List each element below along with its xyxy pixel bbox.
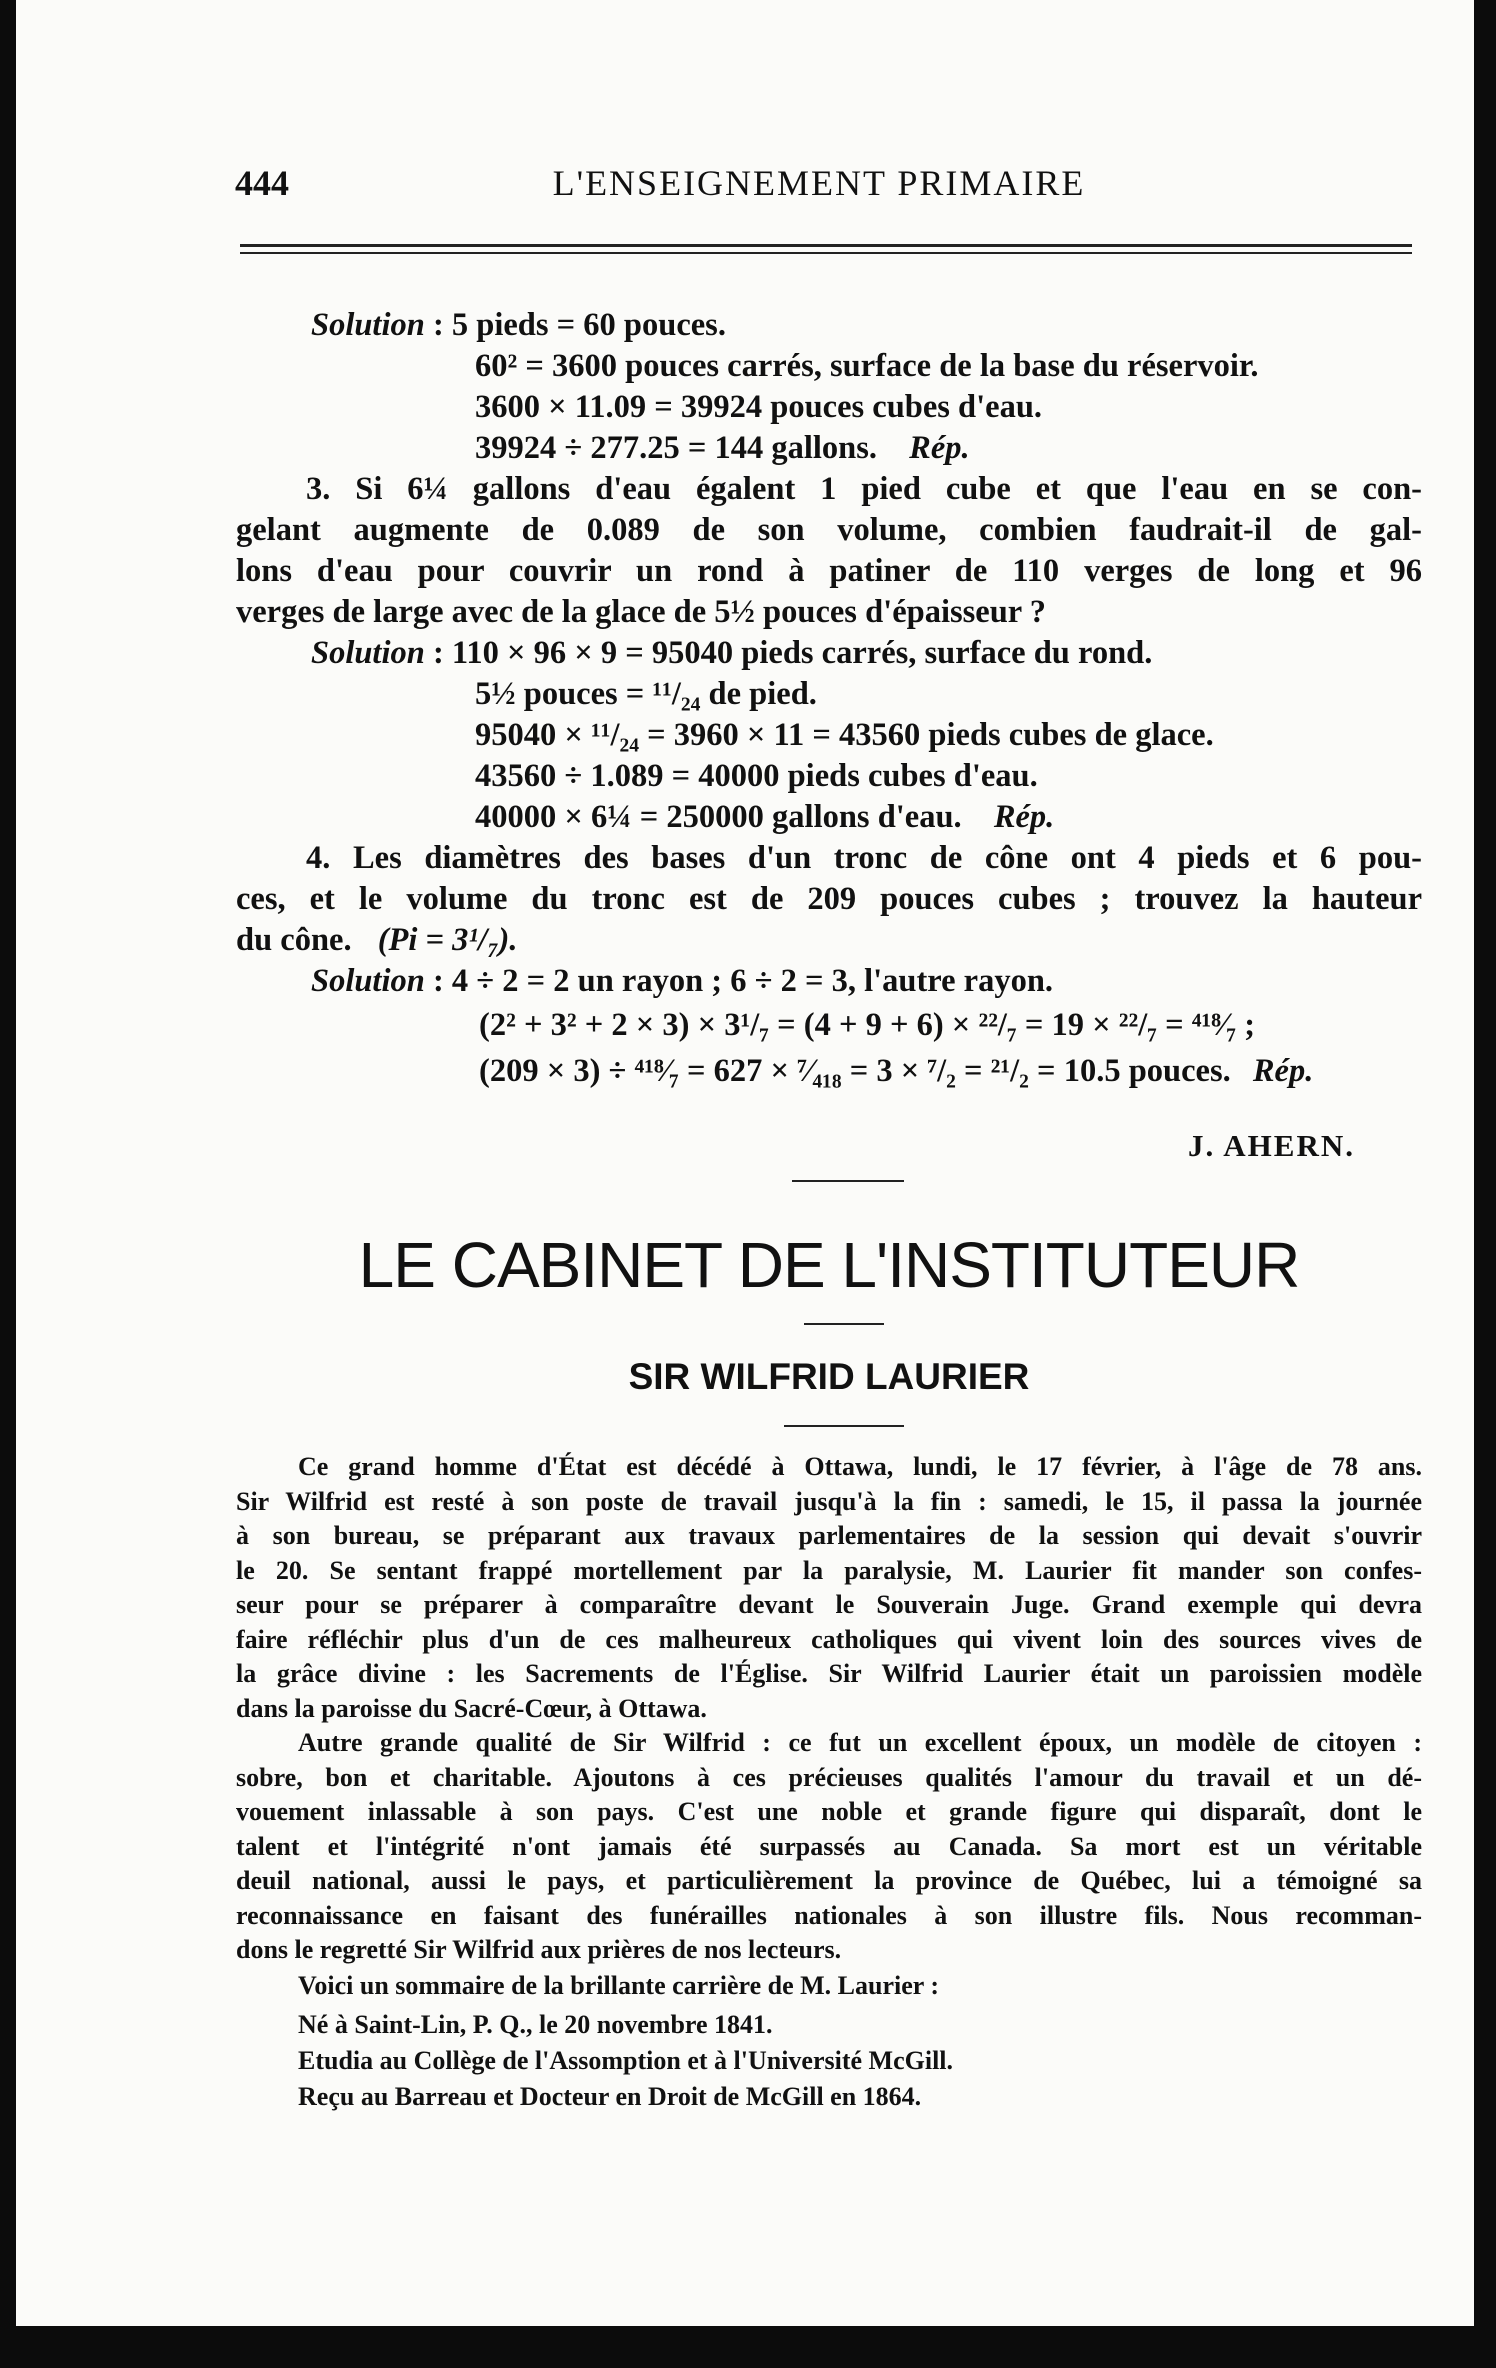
article-line: la grâce divine : les Sacrements de l'Église. Sir Wilfrid Laurier était un paroissien modèle <box>236 1659 1422 1688</box>
section-title: LE CABINET DE L'INSTITUTEUR <box>358 1229 1300 1301</box>
article-line: Ce grand homme d'État est décédé à Ottawa, lundi, le 17 février, à l'âge de 78 ans. <box>298 1452 1422 1481</box>
solution-label: Solution <box>311 307 425 343</box>
problem-text: ces, et le volume du tronc est de 209 pouces cubes ; trouvez la hauteur <box>236 881 1422 917</box>
solution-text: : 4 ÷ 2 = 2 un rayon ; 6 ÷ 2 = 3, l'autre rayon. <box>432 963 1054 999</box>
solution-text: 95040 × ¹¹/₂₄ = 3960 × 11 = 43560 pieds cubes de glace. <box>475 717 1214 753</box>
solution-label: Solution <box>311 963 425 999</box>
article-line: Autre grande qualité de Sir Wilfrid : ce fut un excellent époux, un modèle de citoyen : <box>298 1728 1422 1757</box>
article-line: dons le regretté Sir Wilfrid aux prières de nos lecteurs. <box>236 1935 842 1964</box>
article-line: talent et l'intégrité n'ont jamais été surpassés au Canada. Sa mort est un véritable <box>236 1831 1422 1861</box>
solution-text: 43560 ÷ 1.089 = 40000 pieds cubes d'eau. <box>475 758 1038 794</box>
article-line: à son bureau, se préparant aux travaux parlementaires de la session qui devait s'ouvrir <box>236 1521 1422 1550</box>
career-item: Etudia au Collège de l'Assomption et à l'Université McGill. <box>298 2046 954 2075</box>
problem-text: 3. Si 6¼ gallons d'eau égalent 1 pied cube et que l'eau en se con- <box>306 471 1422 507</box>
solution-text: 3600 × 11.09 = 39924 pouces cubes d'eau. <box>475 389 1043 425</box>
article-line: reconnaissance en faisant des funérailles nationales à son illustre fils. Nous recomman- <box>236 1900 1422 1930</box>
article-line: deuil national, aussi le pays, et particulièrement la province de Québec, lui a témoigné sa <box>236 1866 1422 1895</box>
article-line: seur pour se préparer à comparaître devant le Souverain Juge. Grand exemple qui devra <box>236 1590 1422 1619</box>
problem-text: du cône. <box>236 922 352 958</box>
separator-dash <box>784 1425 904 1427</box>
article-line: Sir Wilfrid est resté à son poste de travail jusqu'à la fin : samedi, le 15, il passa la journée <box>236 1486 1422 1516</box>
article-line: Voici un sommaire de la brillante carrière de M. Laurier : <box>298 1971 939 2000</box>
article-line: vouement inlassable à son pays. C'est une noble et grande figure qui disparaît, dont le <box>236 1797 1422 1826</box>
solution-text: 40000 × 6¼ = 250000 gallons d'eau. <box>475 799 962 835</box>
solution-text: (2² + 3² + 2 × 3) × 3¹/₇ = (4 + 9 + 6) × ²²/₇ = 19 × ²²/₇ = ⁴¹⁸⁄₇ ; <box>479 1007 1256 1043</box>
pi-value: (Pi = 3¹/₇). <box>377 922 518 958</box>
reponse-label: Rép. <box>993 799 1055 835</box>
header-rule <box>240 244 1412 247</box>
article-line: faire réfléchir plus d'un de ces malheureux catholiques qui vivent loin des sources vives de <box>236 1624 1422 1654</box>
scan-border-bottom <box>0 2326 1496 2368</box>
solution-text: : 110 × 96 × 9 = 95040 pieds carrés, surface du rond. <box>432 635 1153 671</box>
article-title: SIR WILFRID LAURIER <box>628 1356 1030 1397</box>
reponse-label: Rép. <box>1252 1053 1314 1089</box>
solution-text: 5½ pouces = ¹¹/₂₄ de pied. <box>475 676 817 712</box>
article-line: le 20. Se sentant frappé mortellement par la paralysie, M. Laurier fit mander son confes- <box>236 1555 1422 1585</box>
solution-label: Solution <box>311 635 425 671</box>
page-number: 444 <box>235 163 289 203</box>
problem-text: gelant augmente de 0.089 de son volume, combien faudrait-il de gal- <box>236 512 1422 548</box>
reponse-label: Rép. <box>909 430 970 466</box>
separator-dash <box>792 1180 904 1182</box>
signature: J. AHERN. <box>1188 1128 1355 1163</box>
solution-text: 39924 ÷ 277.25 = 144 gallons. <box>475 430 878 466</box>
career-item: Reçu au Barreau et Docteur en Droit de McGill en 1864. <box>298 2082 922 2111</box>
scan-border-right <box>1474 0 1496 2368</box>
problem-text: 4. Les diamètres des bases d'un tronc de cône ont 4 pieds et 6 pou- <box>306 840 1422 876</box>
career-item: Né à Saint-Lin, P. Q., le 20 novembre 1841. <box>298 2010 773 2039</box>
solution-text: 60² = 3600 pouces carrés, surface de la base du réservoir. <box>475 348 1259 384</box>
solution-text: (209 × 3) ÷ ⁴¹⁸⁄₇ = 627 × ⁷⁄₄₁₈ = 3 × ⁷/₂ = ²¹/₂ = 10.5 pouces. <box>479 1053 1231 1089</box>
page-header <box>235 162 1403 212</box>
article-line: sobre, bon et charitable. Ajoutons à ces précieuses qualités l'amour du travail et un dé- <box>236 1762 1422 1792</box>
separator-dash <box>804 1323 884 1325</box>
article-line: dans la paroisse du Sacré-Cœur, à Ottawa. <box>236 1693 707 1723</box>
problem-text: lons d'eau pour couvrir un rond à patiner de 110 verges de long et 96 <box>236 553 1422 589</box>
running-title: L'ENSEIGNEMENT PRIMAIRE <box>552 163 1086 203</box>
problem-text: verges de large avec de la glace de 5½ pouces d'épaisseur ? <box>236 594 1046 630</box>
scan-border-left <box>0 0 16 2368</box>
header-rule-second <box>240 252 1412 254</box>
solution-text: : 5 pieds = 60 pouces. <box>432 307 726 343</box>
